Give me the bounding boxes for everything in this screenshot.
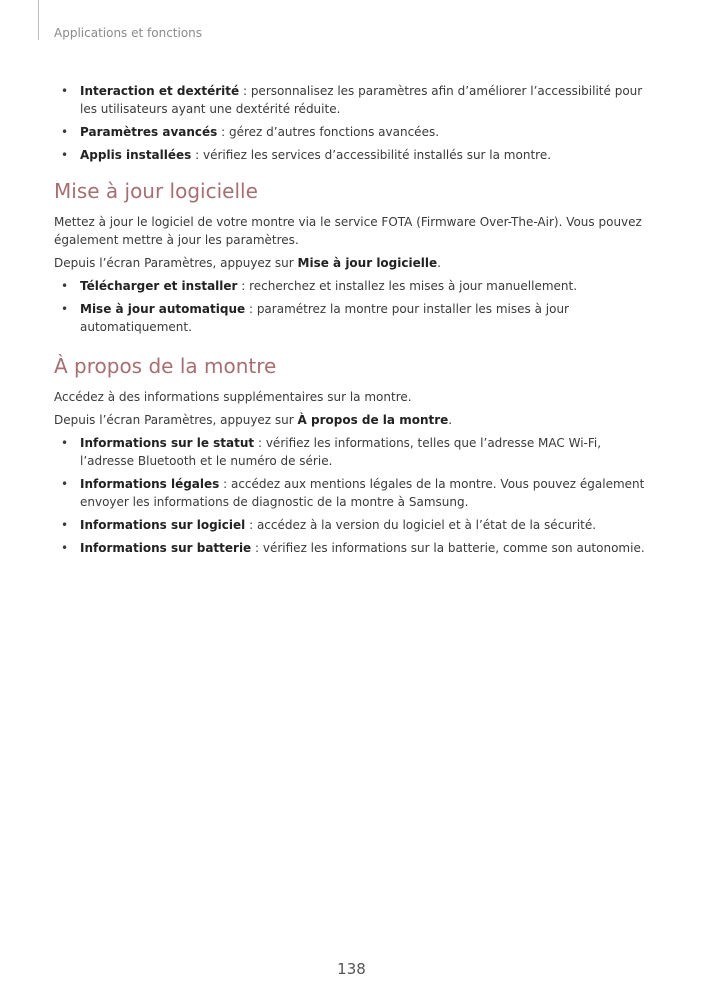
item-text: : personnalisez les paramètres afin d’améliorer l’accessibilité pour les utilisateurs ayant une dextérité réduite. <box>80 84 643 116</box>
page-number: 138 <box>337 960 366 978</box>
list-item <box>54 82 654 118</box>
instruction-menu-name: Mise à jour logicielle <box>297 256 438 270</box>
page-content <box>54 82 654 562</box>
section1-paragraph: Mettez à jour le logiciel de votre montre via le service FOTA (Firmware Over-The-Air). Vous pouvez également mettre à jour les paramètres. <box>54 215 642 247</box>
list-item <box>54 539 654 557</box>
bullet-icon: • <box>61 477 69 491</box>
instruction-end: . <box>437 256 441 270</box>
instruction-text: Depuis l’écran Paramètres, appuyez sur <box>54 256 298 270</box>
bullet-icon: • <box>61 302 69 316</box>
item-text: : paramétrez la montre pour installer les mises à jour automatiquement. <box>80 302 569 334</box>
item-term: Paramètres avancés <box>80 125 218 139</box>
list-item <box>54 146 654 164</box>
item-term: Informations sur logiciel <box>80 518 246 532</box>
instruction-end: . <box>448 413 453 427</box>
bullet-icon: • <box>61 148 69 162</box>
list-item <box>54 277 654 295</box>
instruction-text: Depuis l’écran Paramètres, appuyez sur <box>54 413 298 427</box>
item-text: : vérifiez les informations, telles que l’adresse MAC Wi-Fi, l’adresse Bluetooth et le numéro de série. <box>80 436 602 468</box>
bullet-icon: • <box>61 84 69 98</box>
bullet-icon: • <box>61 279 69 293</box>
section-heading-software-update: Mise à jour logicielle <box>54 179 258 203</box>
item-text: : accédez aux mentions légales de la montre. Vous pouvez également envoyer les informations de diagnostic de la montre à Samsung. <box>80 477 645 509</box>
list-item <box>54 516 654 534</box>
list-item <box>54 123 654 141</box>
bullet-icon: • <box>61 125 69 139</box>
instruction-menu-name: À propos de la montre <box>297 413 449 427</box>
item-text: : gérez d’autres fonctions avancées. <box>217 125 440 139</box>
header-title: Applications et fonctions <box>54 26 203 40</box>
item-term: Informations sur batterie <box>80 541 252 555</box>
bullet-icon: • <box>61 518 69 532</box>
section2-instruction <box>54 411 654 429</box>
section1-instruction <box>54 254 654 272</box>
section-heading-about-watch: À propos de la montre <box>54 354 277 378</box>
item-text: : vérifiez les services d’accessibilité installés sur la montre. <box>191 148 552 162</box>
item-term: Mise à jour automatique <box>80 302 246 316</box>
list-item <box>54 475 654 511</box>
item-term: Informations légales <box>80 477 220 491</box>
about-watch-list <box>54 434 654 557</box>
section2-paragraph: Accédez à des informations supplémentaires sur la montre. <box>54 390 412 404</box>
bullet-icon: • <box>61 541 69 555</box>
item-term: Informations sur le statut <box>80 436 255 450</box>
accessibility-list <box>54 82 654 164</box>
item-text: : recherchez et installez les mises à jour manuellement. <box>237 279 578 293</box>
bullet-icon: • <box>61 436 69 450</box>
item-term: Applis installées <box>80 148 192 162</box>
item-term: Interaction et dextérité <box>80 84 240 98</box>
software-update-list <box>54 277 654 336</box>
list-item <box>54 300 654 336</box>
item-text: : accédez à la version du logiciel et à l’état de la sécurité. <box>245 518 597 532</box>
item-text: : vérifiez les informations sur la batterie, comme son autonomie. <box>251 541 645 555</box>
item-term: Télécharger et installer <box>80 279 238 293</box>
header-rule <box>38 0 39 40</box>
list-item <box>54 434 654 470</box>
